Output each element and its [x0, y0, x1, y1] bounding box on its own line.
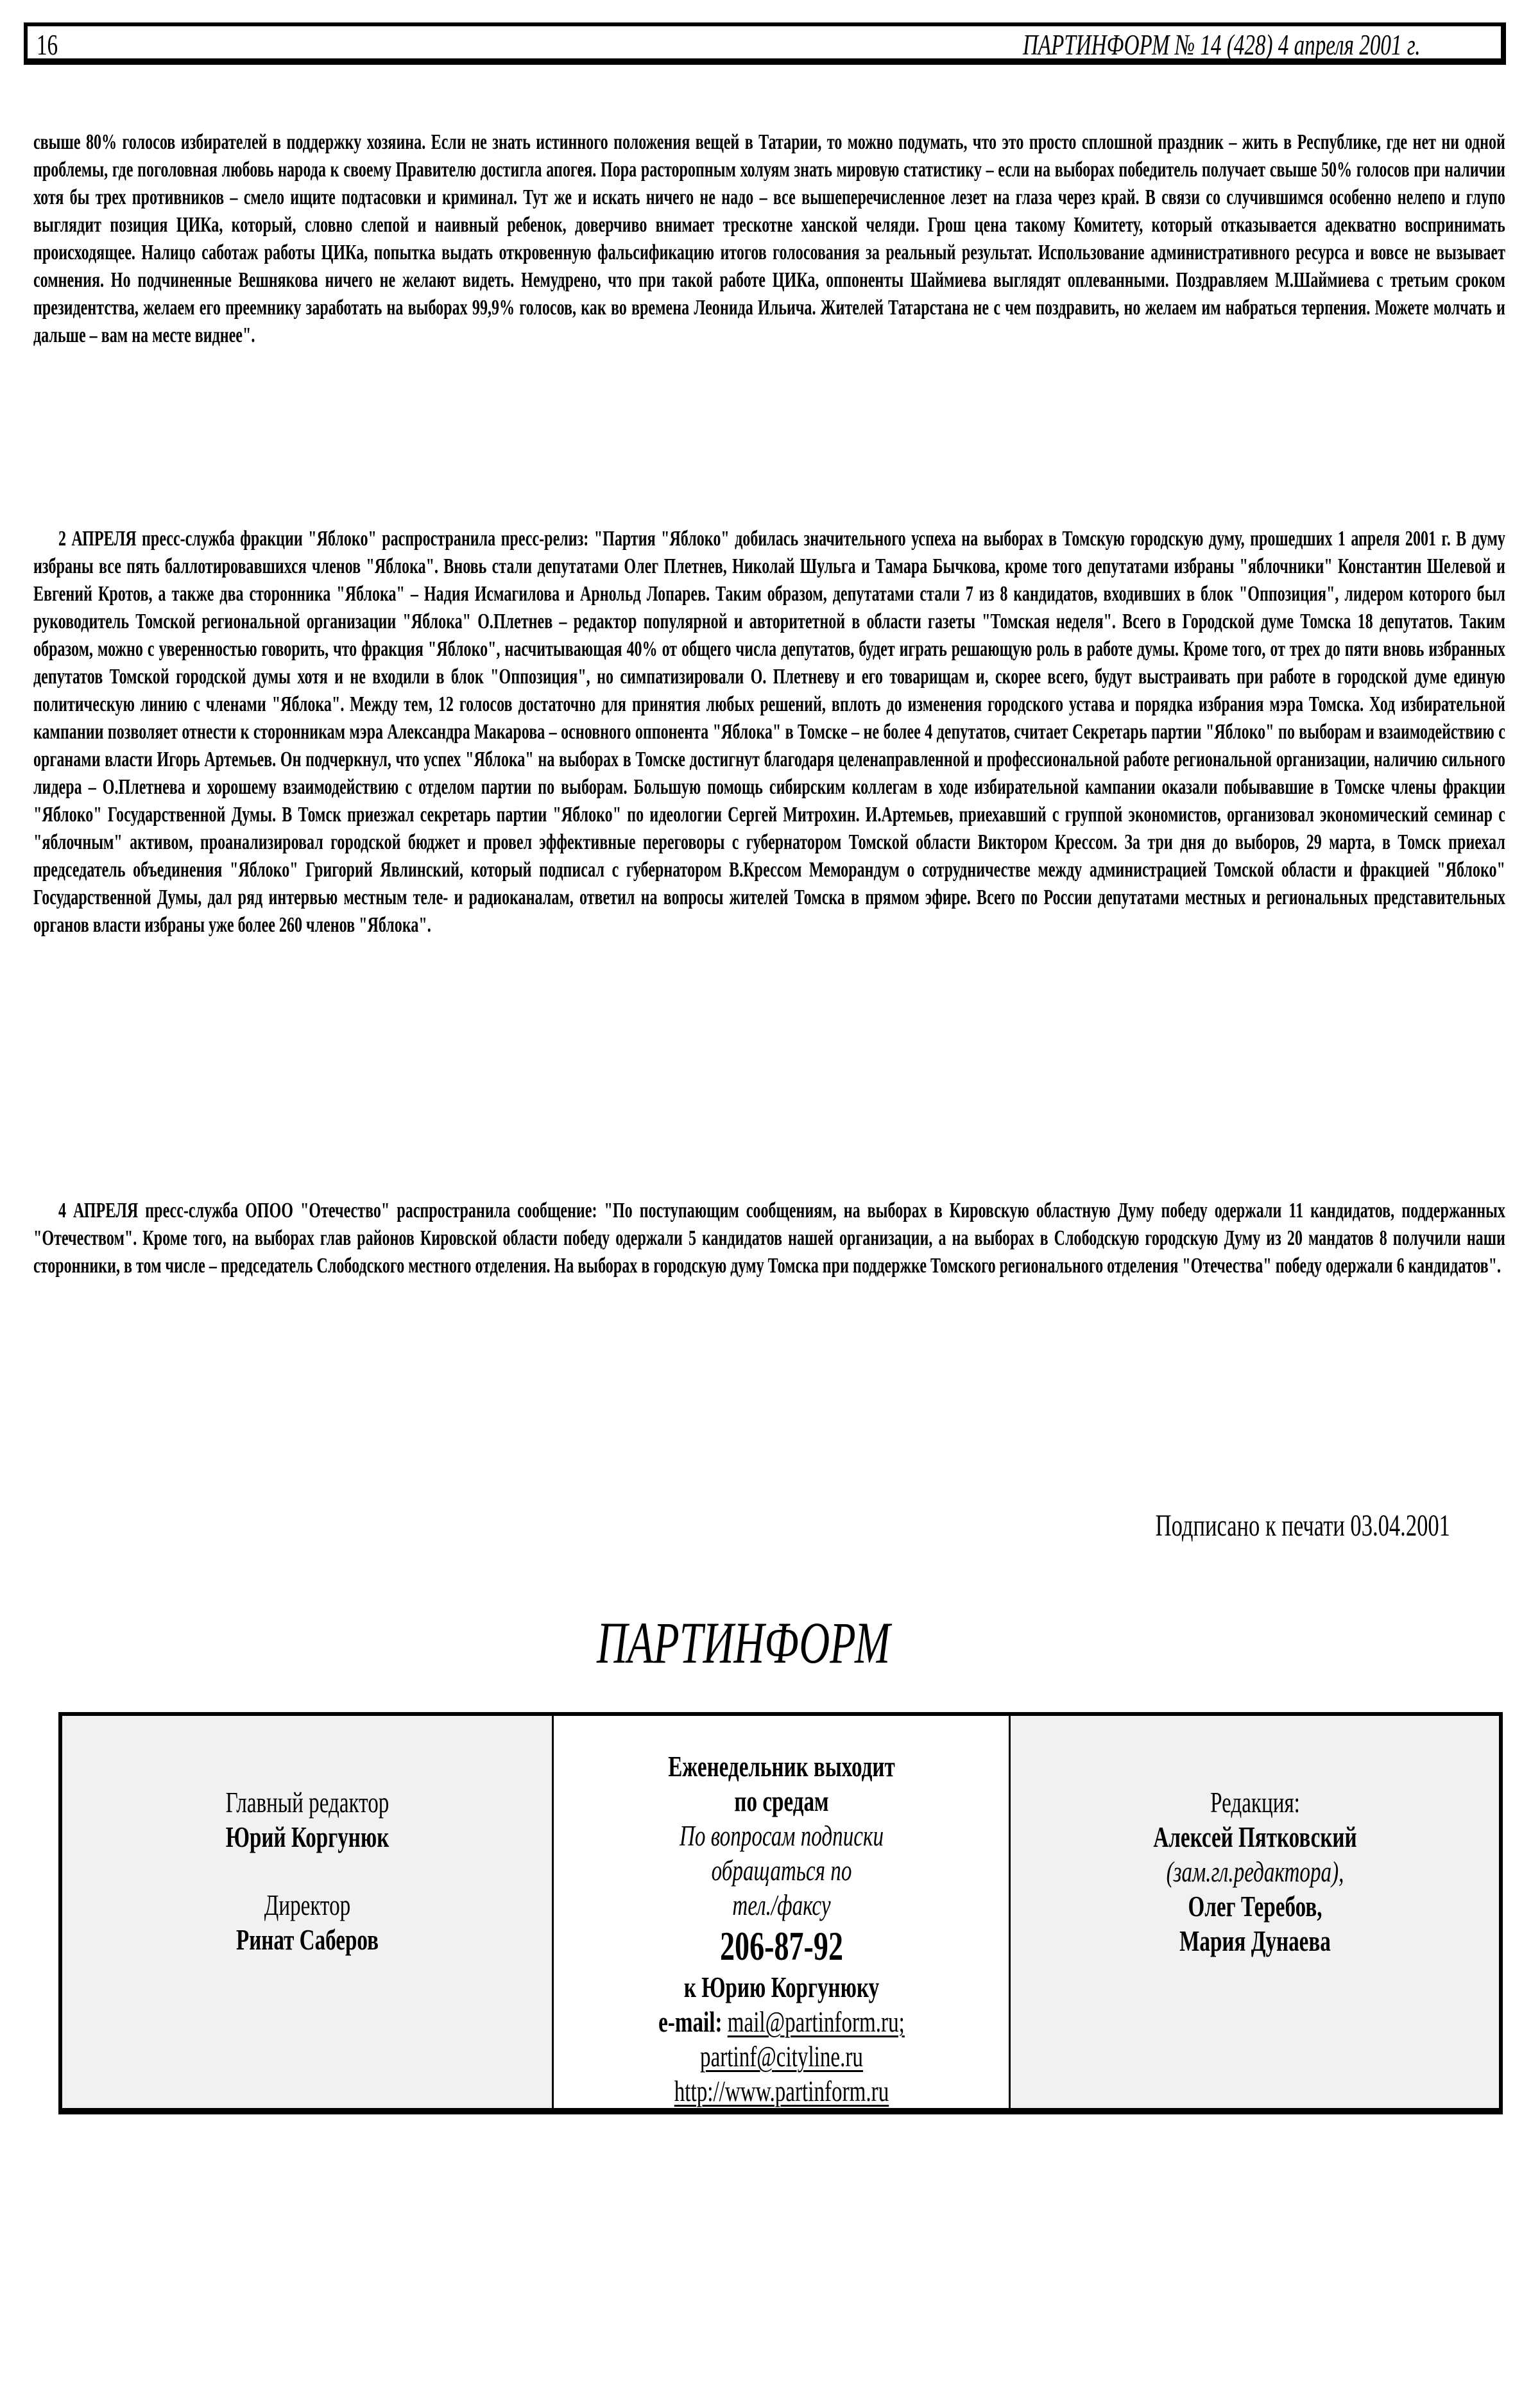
staff-name: Мария Дунаева	[1179, 1924, 1331, 1957]
staff-role: (зам.гл.редактора),	[1166, 1855, 1344, 1888]
imprint-left-column	[62, 1716, 554, 2108]
article-text: 2 АПРЕЛЯ пресс-служба фракции "Яблоко" распространила пресс-релиз: "Партия "Яблоко" добилась значительного успеха на выборах в Томскую городскую думу, прошедших 1 апреля 2001 г. В думу избраны все пять баллотировавшихся членов "Яблока". Вновь стали депутатами Олег Плетнев, Николай Шульга и Тамара Бычкова, кроме того депутатами избраны "яблочники" Константин Шелевой и Евгений Кротов, а также два сторонника "Яблока" – Надия Исмагилова и Арнольд Лопарев. Таким образом, депутатами стали 7 из 8 кандидатов, входивших в блок "Оппозиция", лидером которого был руководитель Томской региональной организации "Яблока" О.Плетнев – редактор популярной и авторитетной в области газеты "Томская неделя". Всего в Городской думе Томска 18 депутатов. Таким образом, можно с уверенностью говорить, что фракция "Яблоко", насчитывающая 40% от общего числа депутатов, будет играть решающую роль в работе думы. Кроме того, от трех до пяти вновь избранных депутатов Томской городской думы хотя и не входили в блок "Оппозиция", но симпатизировали О. Плетневу и его товарищам и, скорее всего, будут выстраивать при работе в городской думе единую политическую линию с членами "Яблока". Между тем, 12 голосов достаточно для принятия любых решений, вплоть до изменения городского устава и порядка избрания мэра Томска. Ход избирательной кампании позволяет отнести к сторонникам мэра Александра Макарова – основного оппонента "Яблока" в Томске – не более 4 депутатов, считает Секретарь партии "Яблоко" по выборам и взаимодействию с органами власти Игорь Артемьев. Он подчеркнул, что успех "Яблока" на выборах в Томске достигнут благодаря целенаправленной и профессиональной работе региональной организации, наличию сильного лидера – О.Плетнева и хорошему взаимодействию с отделом партии по выборам. Большую помощь сибирским коллегам в ходе избирательной кампании оказали побывавшие в Томске члены фракции "Яблоко" Государственной Думы. В Томск приезжал секретарь партии "Яблоко" по идеологии Сергей Митрохин. И.Артемьев, приехавший с группой экономистов, организовал экономический семинар с "яблочным" активом, проанализировал городской бюджет и провел эффективные переговоры с губернатором Томской области Виктором Крессом. За три дня до выборов, 29 марта, в Томск приехал председатель объединения "Яблоко" Григорий Явлинский, который подписал с губернатором В.Крессом Меморандум о сотрудничестве между администрацией Томской области и фракцией "Яблоко" Государственной Думы, дал ряд интервью местным теле- и радиоканалам, ответил на вопросы жителей Томска в прямом эфире. Всего по России депутатами местных и региональных представительных органов власти избраны уже более 260 членов "Яблока".	[33, 527, 1505, 937]
issue-line: ПАРТИНФОРМ № 14 (428) 4 апреля 2001 г.	[1023, 28, 1421, 61]
article-text: 4 АПРЕЛЯ пресс-служба ОПОО "Отечество" распространила сообщение: "По поступающим сообщениям, на выборах в Кировскую областную Думу победу одержали 11 кандидатов, поддержанных "Отечеством". Кроме того, на выборах глав районов Кировской области победу одержали 5 кандидатов нашей организации, а на выборах в Слободскую городскую Думу из 20 мандатов 8 получили наши сторонники, в том числе – председатель Слободского местного отделения. На выборах в городскую думу Томска при поддержке Томского регионального отделения "Отечества" победу одержали 6 кандидатов".	[33, 1199, 1505, 1278]
email-label: e-mail:	[658, 2005, 722, 2038]
page-header-bar	[24, 22, 1506, 65]
staff-label: Редакция:	[1210, 1786, 1300, 1819]
staff-name: Алексей Пятковский	[1152, 1821, 1357, 1853]
imprint-middle-column	[554, 1716, 1011, 2108]
article-text: свыше 80% голосов избирателей в поддержку хозяина. Если не знать истинного положения вещей в Татарии, то можно подумать, что это просто сплошной праздник – жить в Республике, где нет ни одной проблемы, где поголовная любовь народа к своему Правителю достигла апогея. Пора расторопным холуям знать мировую статистику – если на выборах победитель получает свыше 50% голосов при наличии хотя бы трех противников – смело ищите подтасовки и криминал. Тут же и искать ничего не надо – все вышеперечисленное лезет на глаза через край. В связи со случившимся особенно нелепо и глупо выглядит позиция ЦИКа, который, словно слепой и наивный ребенок, доверчиво внимает трескотне ханской челяди. Грош цена такому Комитету, который отказывается адекватно воспринимать происходящее. Налицо саботаж работы ЦИКа, попытка выдать откровенную фальсификацию итогов голосования за реальный результат. Использование административного ресурса и вовсе не вызывает сомнения. Но подчиненные Вешнякова ничего не желают видеть. Немудрено, что при такой работе ЦИКа, оппоненты Шаймиева выглядят оплеванными. Поздравляем М.Шаймиева с третьим сроком президентства, желаем его преемнику заработать на выборах 99,9% голосов, как во времена Леонида Ильича. Жителей Татарстана не с чем поздравить, но желаем им набраться терпения. Можете молчать и дальше – вам на месте виднее".	[33, 130, 1505, 347]
article-tatarstan	[33, 128, 1507, 349]
contact-person: к Юрию Коргунюку	[683, 1971, 879, 2003]
subscription-line: обращаться по	[711, 1854, 851, 1887]
website-link[interactable]: http://www.partinform.ru	[674, 2075, 889, 2107]
director-name: Ринат Саберов	[235, 1923, 379, 1956]
chief-editor-name: Юрий Коргунюк	[225, 1821, 389, 1853]
schedule-line: по средам	[733, 1785, 829, 1817]
phone-number: 206-87-92	[719, 1923, 843, 1969]
director-label: Директор	[264, 1889, 350, 1921]
staff-name: Олег Теребов,	[1187, 1890, 1322, 1923]
subscription-line: По вопросам подписки	[679, 1819, 884, 1852]
article-otechestvo-kirov	[33, 1197, 1507, 1280]
signed-for-print: Подписано к печати 03.04.2001	[1155, 1509, 1450, 1543]
schedule-line: Еженедельник выходит	[667, 1750, 895, 1783]
subscription-line: тел./факсу	[732, 1889, 831, 1921]
email-link-partinf[interactable]: partinf@cityline.ru	[699, 2040, 863, 2073]
email-link-mail[interactable]: mail@partinform.ru;	[727, 2005, 905, 2038]
imprint-right-column	[1011, 1716, 1499, 2108]
masthead-title: ПАРТИНФОРМ	[597, 1610, 891, 1675]
imprint-table	[58, 1712, 1503, 2114]
article-yabloko-tomsk	[33, 525, 1507, 939]
page-number: 16	[37, 28, 58, 61]
chief-editor-label: Главный редактор	[225, 1786, 389, 1819]
